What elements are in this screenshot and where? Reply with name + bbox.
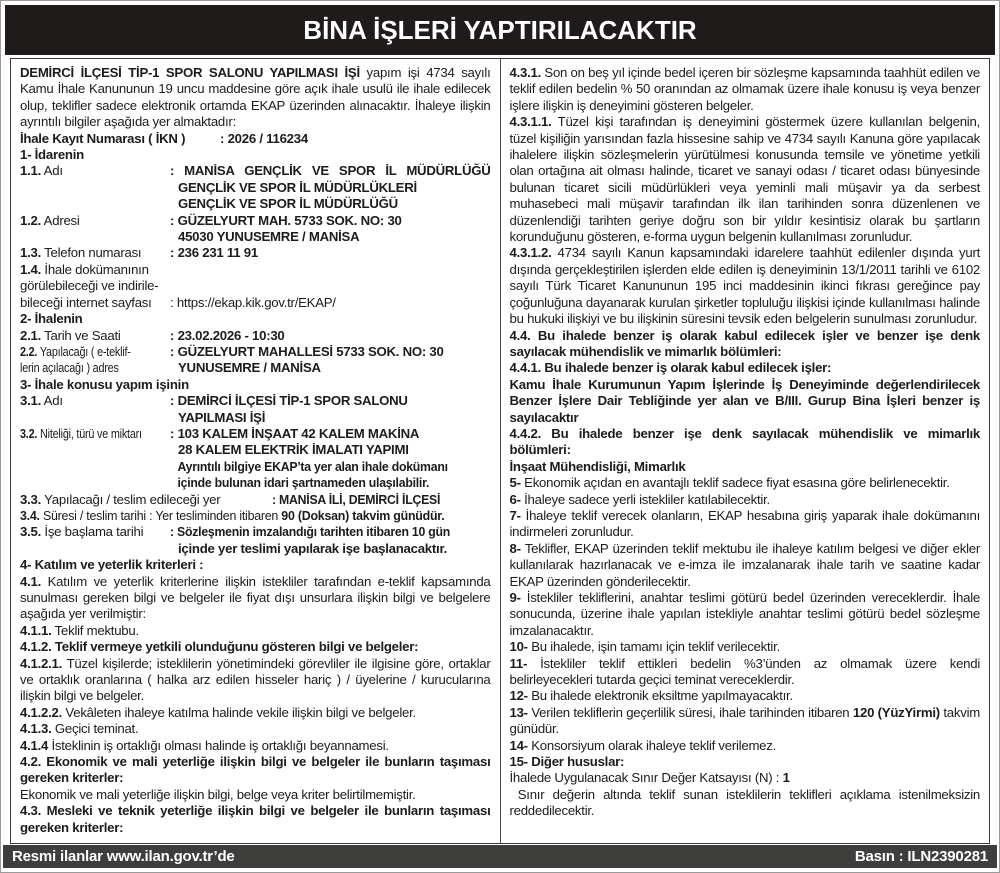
field-label — [20, 328, 170, 344]
text-segment: Kamu İhale Kurumunun Yapım İşlerinde İş Deneyiminde değerlendirilecek Benzer İşlere Dair Tebliğinde yer alan ve B/III. Gurup Bina İşleri benzer iş sayılacaktır — [509, 376, 980, 425]
paragraph — [20, 508, 462, 524]
field-value-line — [170, 180, 491, 196]
paragraph — [20, 623, 491, 639]
paragraph — [20, 377, 491, 393]
field-value — [170, 426, 491, 492]
text-segment: 4.1. — [20, 573, 41, 589]
text-segment: 11- — [509, 655, 528, 671]
text-segment: MANİSA GENÇLİK VE SPOR İL MÜDÜRLÜĞÜ — [184, 163, 491, 179]
field-label — [20, 213, 170, 229]
text-segment: 4.1.3. — [20, 721, 52, 737]
field-label — [20, 262, 170, 311]
paragraph — [20, 705, 491, 721]
field-value — [170, 262, 491, 311]
paragraph — [510, 65, 981, 114]
colon-separator: : — [170, 393, 178, 409]
field-value — [170, 344, 491, 377]
text-segment: Süresi / teslim tarihi : Yer tesliminden itibaren — [39, 507, 282, 523]
text-segment: 236 231 11 91 — [177, 245, 258, 261]
text-segment: Sınır değerin altında teklif sunan isteklilerin teklifleri açıklama istenilmeksizin reddedilecektir. — [509, 786, 980, 819]
colon-separator: : — [170, 294, 177, 310]
text-segment: 4.1.2.1. — [20, 655, 62, 671]
text-segment: 3.2. — [20, 425, 38, 441]
colon-separator: : — [272, 491, 280, 507]
text-segment: 3.4. — [20, 507, 40, 523]
field-label-line — [20, 262, 170, 278]
colon-separator: : — [170, 425, 178, 441]
field-value-line — [170, 328, 491, 344]
text-segment: 4.2. Ekonomik ve mali yeterliğe ilişkin bilgi ve belgeler ile bunların taşıması gereken kriterler: — [20, 754, 491, 786]
field-row — [20, 245, 491, 261]
text-segment: GENÇLİK VE SPOR İL MÜDÜRLÜĞÜ — [178, 196, 398, 212]
field-label — [20, 492, 272, 508]
text-segment: 4.1.4 — [20, 737, 49, 753]
text-segment: Teklif mektubu. — [51, 622, 139, 638]
text-segment: 103 KALEM İNŞAAT 42 KALEM MAKİNA — [177, 425, 420, 441]
text-segment: 1 — [782, 770, 790, 786]
field-row — [20, 163, 491, 212]
text-segment: 120 (YüzYirmi) — [852, 704, 940, 720]
field-value-line — [170, 524, 468, 540]
paragraph — [510, 541, 981, 590]
text-segment: 4.4.2. Bu ihalede benzer işe denk sayılacak mühendislik ve mimarlık bölümleri: — [509, 425, 980, 458]
paragraph — [20, 721, 491, 737]
text-segment: 1.2. — [20, 212, 41, 228]
field-row — [20, 492, 491, 508]
text-segment: Niteliği, türü ve miktarı — [37, 425, 142, 441]
field-value-line — [272, 492, 475, 508]
text-segment: 4.3.1.1. — [509, 114, 552, 130]
text-segment: takvim günüdür. — [509, 704, 980, 737]
text-segment: Adı — [41, 163, 63, 179]
field-value-line — [170, 541, 491, 557]
paragraph — [20, 656, 491, 705]
text-segment: 6- — [509, 491, 521, 507]
text-segment: 4.3.1.2. — [509, 245, 552, 261]
paragraph — [510, 114, 981, 245]
field-row — [20, 131, 491, 147]
text-segment: 1.3. — [20, 245, 41, 261]
text-segment: Yapılacağı / teslim edileceği yer — [41, 491, 221, 507]
text-segment: Bu ihalede elektronik eksiltme yapılmayacaktır. — [527, 688, 793, 704]
paragraph — [510, 245, 981, 327]
text-segment: Yapılacağı ( e-teklif- — [37, 343, 131, 359]
text-segment: 8- — [509, 540, 521, 556]
field-value-line — [170, 426, 491, 442]
text-segment: DEMİRCİ İLÇESİ TİP-1 SPOR SALONU — [177, 393, 408, 409]
paragraph — [510, 688, 981, 704]
text-segment: 7- — [509, 507, 521, 523]
field-label-line — [20, 360, 143, 376]
field-row — [20, 393, 491, 426]
field-label-line — [20, 278, 170, 294]
field-label-line — [20, 393, 170, 409]
colon-separator: : — [170, 524, 178, 540]
text-segment: lerin açılacağı ) adres — [20, 360, 119, 376]
text-segment: içinde bulunan idari şartnameden ulaşılabilir. — [177, 475, 430, 491]
text-segment: İhaleye sadece yerli istekliler katılabilecektir. — [520, 491, 770, 507]
field-value — [170, 163, 491, 212]
field-value-line — [170, 360, 491, 376]
header-bar — [5, 5, 995, 55]
text-segment: GÜZELYURT MAHALLESİ 5733 SOK. NO: 30 — [177, 343, 444, 359]
paragraph — [20, 574, 491, 623]
field-value-line — [170, 229, 491, 245]
paragraph — [510, 639, 981, 655]
text-segment: İhalede Uygulanacak Sınır Değer Katsayısı (N) : — [509, 770, 783, 786]
field-value-line — [170, 475, 468, 491]
field-label — [20, 131, 220, 147]
text-segment: 3- İhale konusu yapım işinin — [20, 376, 189, 392]
field-row — [20, 328, 491, 344]
text-segment: İnşaat Mühendisliği, Mimarlık — [509, 458, 686, 474]
text-segment: İhaleye teklif verecek olanların, EKAP hesabına giriş yaparak ihale dokümanını indirmeleri zorunludur. — [509, 507, 980, 540]
field-value-line — [170, 163, 491, 179]
field-label — [20, 426, 170, 442]
text-segment: 15- Diğer hususlar: — [509, 754, 625, 770]
text-segment: Geçici teminat. — [51, 721, 139, 737]
text-segment: 28 KALEM ELEKTRİK İMALATI YAPIMI — [178, 442, 409, 458]
text-segment: yapım işi 4734 sayılı Kamu İhale Kanununun 19 uncu maddesine göre açık ihale usulü ile ihale edilecek olup, teklifler sadece elektronik ortamda EKAP üzerinden alınacaktır. İhaleye ilişkin ayrıntılı bilgiler aşağıda yer almaktadır: — [20, 65, 491, 130]
field-label — [20, 245, 170, 261]
field-value-line — [170, 196, 491, 212]
text-segment: 4.3. Mesleki ve teknik yeterliğe ilişkin bilgi ve belgeler ile bunların taşıması gereken kriterler: — [20, 803, 491, 835]
text-segment: 12- — [509, 688, 528, 704]
text-segment: 4.1.2. Teklif vermeye yetkili olunduğunu gösteren bilgi ve belgeler: — [20, 639, 419, 655]
paragraph — [20, 639, 491, 655]
text-segment: 2.2. — [20, 343, 38, 359]
text-segment: Tüzel kişi tarafından iş deneyimini göstermek üzere kullanılan belgenin, tüzel kişiliğin yarısından fazla hissesine sahip ve 4734 sayılı Kanuna göre yapılacak ihalelere ilişkin sözleşmelerin yürütülmesi konusunda temsile ve yönetime yetkili olan ortağına ait olması halinde, ticaret ve sanayi odası / ticaret odası bünyesinde bulunan ticaret sicili müdürlükleri veya yeminli mali müşavir ya da serbest muhasebeci mali müşavir tarafından ilk ilan tarihinden sonra düzenlenen ve düzenlendiği tarihten geriye doğru son bir yıldır kesintisiz olarak bu şartların korunduğunu gösteren, e-forma uygun belgenin kullanılması zorunludur. — [509, 114, 980, 245]
paragraph — [510, 656, 981, 689]
paragraph — [20, 787, 491, 803]
field-value — [170, 393, 491, 426]
text-segment: 4734 sayılı Kanun kapsamındaki idarelere taahhüt edilenler dışında yurt dışında gerçekleştirilen işlerden elde edilen iş deneyiminin 13/1/2011 tarihli ve 6102 sayılı Türk Ticaret Kanununun 195 inci maddesinin ikinci fıkrası gereğince pay çoğunluğuna dayanarak kurulan şirketler topluluğu ilişkisi içinde kullanılması halinde bu hukuki ilişkiyi ve bu ilişkinin süresini tevsik eden belgelerin sunulması zorunludur. — [509, 245, 980, 327]
field-value-line — [170, 213, 491, 229]
text-segment: 23.02.2026 - 10:30 — [177, 327, 285, 343]
field-label-line — [20, 163, 170, 179]
text-segment: Adresi — [41, 212, 80, 228]
right-column — [501, 59, 990, 843]
field-value-line — [170, 344, 491, 360]
text-segment: 1- İdarenin — [20, 147, 84, 163]
text-segment: 3.5. — [20, 524, 41, 540]
field-label — [20, 163, 170, 179]
colon-separator: : — [170, 163, 185, 179]
field-value — [170, 328, 491, 344]
text-segment: görülebileceği ve indirile- — [20, 278, 159, 294]
field-label-line — [20, 245, 170, 261]
paragraph — [510, 590, 981, 639]
text-segment: İstekliler tekliflerini, anahtar teslimi götürü bedel üzerinden vereceklerdir. İhale sonucunda, üzerine ihale yapılan istekliyle anahtar teslimi götürü bedel sözleşme imzalanacaktır. — [509, 590, 980, 638]
text-segment: Telefon numarası — [41, 245, 142, 261]
footer-bar — [3, 845, 997, 868]
field-row — [20, 344, 491, 377]
official-ads-label: Resmi ilanlar www.ilan.gov.tr’de — [12, 848, 235, 865]
field-value — [220, 131, 491, 147]
colon-separator: : — [220, 130, 228, 146]
content-area — [10, 58, 990, 844]
text-segment: içinde yer teslimi yapılarak işe başlanacaktır. — [178, 540, 448, 556]
field-label-line — [20, 524, 170, 540]
field-label — [20, 344, 170, 377]
text-segment: Adı — [41, 393, 63, 409]
field-value — [272, 492, 491, 508]
text-segment: 4.4. Bu ihalede benzer iş olarak kabul edilecek işler ve benzer işe denk sayılacak mühendislik ve mimarlık bölümleri: — [509, 327, 980, 359]
text-segment: 3.3. — [20, 491, 41, 507]
field-label-line — [20, 213, 170, 229]
text-segment: 4.1.2.2. — [20, 704, 62, 720]
text-segment: Ayrıntılı bilgiye EKAP’ta yer alan ihale dokümanı — [177, 458, 448, 474]
paragraph — [20, 311, 491, 327]
text-segment: 9- — [509, 590, 521, 605]
field-label-line — [20, 328, 170, 344]
paragraph — [510, 459, 981, 475]
text-segment: Teklifler, EKAP üzerinden teklif mektubu ile ihaleye katılım belgesi ve diğer ekler kullanılarak hazırlanacak ve e-imza ile imzalanarak ihale tarih ve saatine kadar EKAP üzerinden gönderilecektir. — [509, 540, 980, 589]
text-segment: Katılım ve yeterlik kriterlerine ilişkin istekliler tarafından e-teklif kapsamında sunulması gereken bilgi ve belgeler ile fiyat dışı unsurlara ilişkin bilgi ve belgelere aşağıda yer verilmiştir: — [20, 573, 491, 622]
text-segment: 4.4.1. Bu ihalede benzer iş olarak kabul edilecek işler: — [509, 360, 832, 376]
field-value — [170, 524, 491, 557]
text-segment: 5- — [509, 475, 521, 491]
paragraph — [510, 738, 981, 754]
paragraph — [510, 328, 981, 361]
text-segment: Sözleşmenin imzalandığı tarihten itibaren 10 gün — [177, 524, 451, 540]
field-row — [20, 213, 491, 246]
text-segment: YAPILMASI İŞİ — [178, 409, 266, 425]
text-segment: Vekâleten ihaleye katılma halinde vekile ilişkin bilgi ve belgeler. — [62, 704, 416, 720]
text-segment: 3.1. — [20, 393, 41, 409]
field-label — [20, 393, 170, 409]
text-segment: İşe başlama tarihi — [41, 524, 144, 540]
press-id: Basın : ILN2390281 — [854, 848, 988, 865]
text-segment: 4- Katılım ve yeterlik kriterleri : — [20, 557, 204, 573]
text-segment: 2.1. — [20, 327, 41, 343]
field-label-line — [20, 131, 220, 147]
text-segment: Verilen tekliflerin geçerlilik süresi, ihale tarihinden itibaren — [527, 704, 853, 720]
text-segment: Ekonomik ve mali yeterliğe ilişkin bilgi, belge veya kriter belirtilmemiştir. — [20, 786, 416, 802]
field-value-line — [170, 295, 491, 311]
text-segment: 1.4. — [20, 261, 41, 277]
field-value — [170, 213, 491, 246]
text-segment: 10- — [509, 639, 528, 655]
left-column — [11, 59, 501, 843]
paragraph — [510, 492, 981, 508]
paragraph — [510, 377, 981, 426]
field-value-line — [170, 245, 491, 261]
text-segment: İsteklinin iş ortaklığı olması halinde iş ortaklığı beyannamesi. — [48, 737, 389, 753]
text-segment: GÜZELYURT MAH. 5733 SOK. NO: 30 — [177, 212, 402, 228]
field-row — [20, 524, 491, 557]
text-segment: Tüzel kişilerde; isteklilerin yönetimindeki görevliler ile ilgisine göre, ortaklar ve ortaklık oranlarına ( halka arz edilen hisseler hariç ) / üyelerine / kurucularına ilişkin bilgi ve belgeler. — [20, 655, 491, 704]
text-segment: YUNUSEMRE / MANİSA — [178, 360, 321, 376]
text-segment: 14- — [509, 737, 528, 753]
paragraph — [510, 754, 981, 770]
text-segment: 2- İhalenin — [20, 311, 83, 327]
colon-separator: : — [170, 212, 178, 228]
text-segment: İstekliler teklif ettikleri bedelin %3’ünden az olmamak üzere kendi belirleyecekleri tutarda geçici teminat vereceklerdir. — [509, 655, 980, 688]
field-label-line — [20, 344, 143, 360]
colon-separator: : — [170, 327, 178, 343]
field-label-line — [20, 426, 143, 442]
text-segment: Son on beş yıl içinde bedel içeren bir sözleşme kapsamında taahhüt edilen ve teklif edilen bedelin % 50 oranından az olmamak üzere ihale konusu iş veya benzer işlere ilişkin iş deneyimini gösteren belgeler. — [509, 65, 980, 113]
text-segment: 45030 YUNUSEMRE / MANİSA — [178, 229, 360, 245]
paragraph — [20, 803, 491, 836]
text-segment: https://ekap.kik.gov.tr/EKAP/ — [176, 294, 336, 310]
text-segment: GENÇLİK VE SPOR İL MÜDÜRLÜKLERİ — [178, 179, 417, 195]
paragraph — [510, 508, 981, 541]
paragraph — [510, 705, 981, 738]
text-segment: Tarih ve Saati — [41, 327, 121, 343]
text-segment: İhale dokümanının — [41, 261, 149, 277]
text-segment: bileceği internet sayfası — [20, 294, 152, 310]
paragraph — [20, 147, 491, 163]
paragraph — [20, 65, 491, 131]
field-row — [20, 262, 491, 311]
text-segment: MANİSA İLİ, DEMİRCİ İLÇESİ — [279, 491, 441, 507]
colon-separator: : — [170, 343, 178, 359]
page-title: BİNA İŞLERİ YAPTIRILACAKTIR — [303, 14, 697, 45]
text-segment: Ekonomik açıdan en avantajlı teklif sadece fiyat esasına göre belirlenecektir. — [520, 475, 950, 491]
field-label — [20, 524, 170, 540]
text-segment: 2026 / 116234 — [227, 130, 308, 146]
text-segment: Konsorsiyum olarak ihaleye teklif verilemez. — [527, 737, 777, 753]
field-row — [20, 426, 491, 492]
text-segment: İhale Kayıt Numarası ( İKN ) — [20, 130, 186, 146]
field-value-line — [170, 442, 491, 458]
field-label-line — [20, 295, 170, 311]
text-segment: 1.1. — [20, 163, 41, 179]
text-segment: Bu ihalede, işin tamamı için teklif verilecektir. — [527, 639, 780, 655]
field-label-line — [20, 492, 272, 508]
field-value-line — [170, 393, 491, 409]
paragraph — [20, 557, 491, 573]
text-segment: DEMİRCİ İLÇESİ TİP-1 SPOR SALONU YAPILMASI İŞİ — [20, 65, 360, 80]
field-value-line — [170, 459, 468, 475]
field-value-line — [170, 410, 491, 426]
paragraph — [510, 475, 981, 491]
field-value-line — [220, 131, 491, 147]
text-segment: 90 (Doksan) takvim günüdür. — [281, 507, 445, 523]
colon-separator: : — [170, 245, 178, 261]
paragraph — [20, 754, 491, 787]
paragraph — [510, 426, 981, 459]
paragraph — [20, 738, 491, 754]
text-segment: 4.3.1. — [509, 65, 541, 80]
text-segment: 13- — [509, 704, 528, 720]
paragraph — [510, 787, 981, 820]
text-segment: 4.1.1. — [20, 622, 52, 638]
field-value — [170, 245, 491, 261]
paragraph — [510, 770, 981, 786]
paragraph — [510, 360, 981, 376]
